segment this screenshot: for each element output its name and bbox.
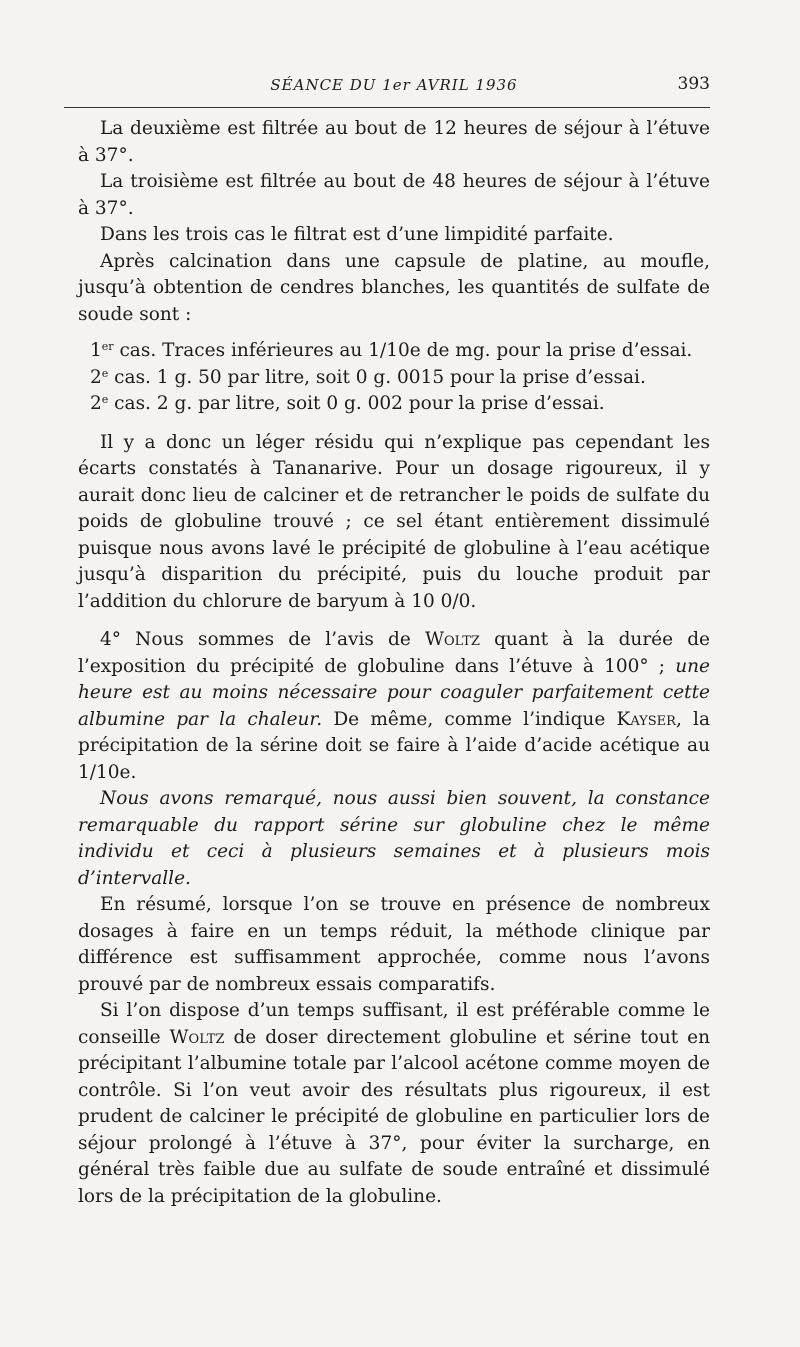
case-superscript: e: [101, 366, 109, 380]
author-name: Woltz: [424, 629, 480, 650]
header-rule: [64, 107, 710, 108]
paragraph-4: Après calcination dans une capsule de platine, au moufle, jusqu’à obtention de cendres blanches, les quantités de sulfate de soude sont :: [78, 250, 710, 325]
text-run: De même, comme l’indique: [322, 708, 617, 730]
paragraph-7: [78, 786, 710, 892]
case-text: cas. Traces inférieures au 1/10e de mg. pour la prise d’essai.: [113, 340, 693, 361]
text-run: , la précipitation de la sérine doit se faire à l’aide d’acide acétique au 1/10e.: [78, 708, 710, 783]
page-number: 393: [677, 74, 710, 94]
emphasis: une heure est au moins nécessaire pour coaguler parfaitement cette albumine par la chaleur.: [78, 655, 710, 730]
running-head: SÉANCE DU 1er AVRIL 1936: [270, 76, 518, 94]
author-name: Woltz: [169, 1026, 225, 1048]
paragraph-2: La troisième est filtrée au bout de 48 heures de séjour à l’étuve à 37°.: [78, 171, 710, 219]
case-superscript: e: [101, 393, 109, 406]
case-number: 1: [90, 340, 102, 361]
case-number: 2: [90, 366, 102, 388]
text-run: 4° Nous sommes de l’avis de: [100, 629, 425, 650]
paragraph-6: [78, 627, 710, 786]
text-run: Si l’on dispose d’un temps suffisant, il est préférable comme le conseille: [78, 1000, 710, 1048]
text-run: quant à la durée de l’exposition du précipité de globuline dans l’étuve à 100° ;: [78, 629, 710, 677]
case-list: [78, 338, 710, 418]
paragraph-3: Dans les trois cas le filtrat est d’une limpidité parfaite.: [100, 224, 614, 245]
case-superscript: er: [101, 340, 114, 353]
author-name: Kayser: [616, 708, 676, 730]
paragraph-8: En résumé, lorsque l’on se trouve en présence de nombreux dosages à faire en un temps réduit, la méthode clinique par différence est suffisamment approchée, comme nous l’avons prouvé par de nombreux essais comparatifs.: [78, 894, 710, 995]
text-run: de doser directement globuline et sérine tout en précipitant l’albumine totale par l’alcool acétone comme moyen de contrôle. Si l’on veut avoir des résultats plus rigoureux, il est prudent de calciner le précipité de globuline en particulier lors de séjour prolongé à l’étuve à 37°, pour éviter la surcharge, en général très faible due au sulfate de soude entraîné et dissimulé lors de la précipitation de la globuline.: [78, 1026, 710, 1207]
case-number: 2: [90, 393, 102, 414]
case-text: cas. 2 g. par litre, soit 0 g. 002 pour la prise d’essai.: [108, 393, 605, 414]
paragraph-1: La deuxième est filtrée au bout de 12 heures de séjour à l’étuve à 37°.: [78, 118, 710, 166]
body-text: [78, 116, 710, 1210]
case-item-3: [78, 391, 710, 418]
paragraph-9: [78, 998, 710, 1210]
paragraph-5: Il y a donc un léger résidu qui n’explique pas cependant les écarts constatés à Tananarive. Pour un dosage rigoureux, il y aurait donc lieu de calciner et de retrancher le poids de sulfate du poids de globuline trouvé ; ce sel étant entièrement dissimulé puisque nous avons lavé le précipité de globuline à l’eau acétique jusqu’à disparition du précipité, puis du louche produit par l’addition du chlorure de baryum à 10 0/0.: [78, 431, 710, 612]
emphasis: Nous avons remarqué, nous aussi bien souvent, la constance remarquable du rapport sérine sur globuline chez le même individu et ceci à plusieurs semaines et à plusieurs mois d’intervalle.: [78, 788, 710, 889]
case-item-2: [78, 365, 710, 392]
page-header: [78, 74, 710, 102]
case-item-1: [78, 338, 710, 365]
case-text: cas. 1 g. 50 par litre, soit 0 g. 0015 pour la prise d’essai.: [108, 366, 646, 388]
